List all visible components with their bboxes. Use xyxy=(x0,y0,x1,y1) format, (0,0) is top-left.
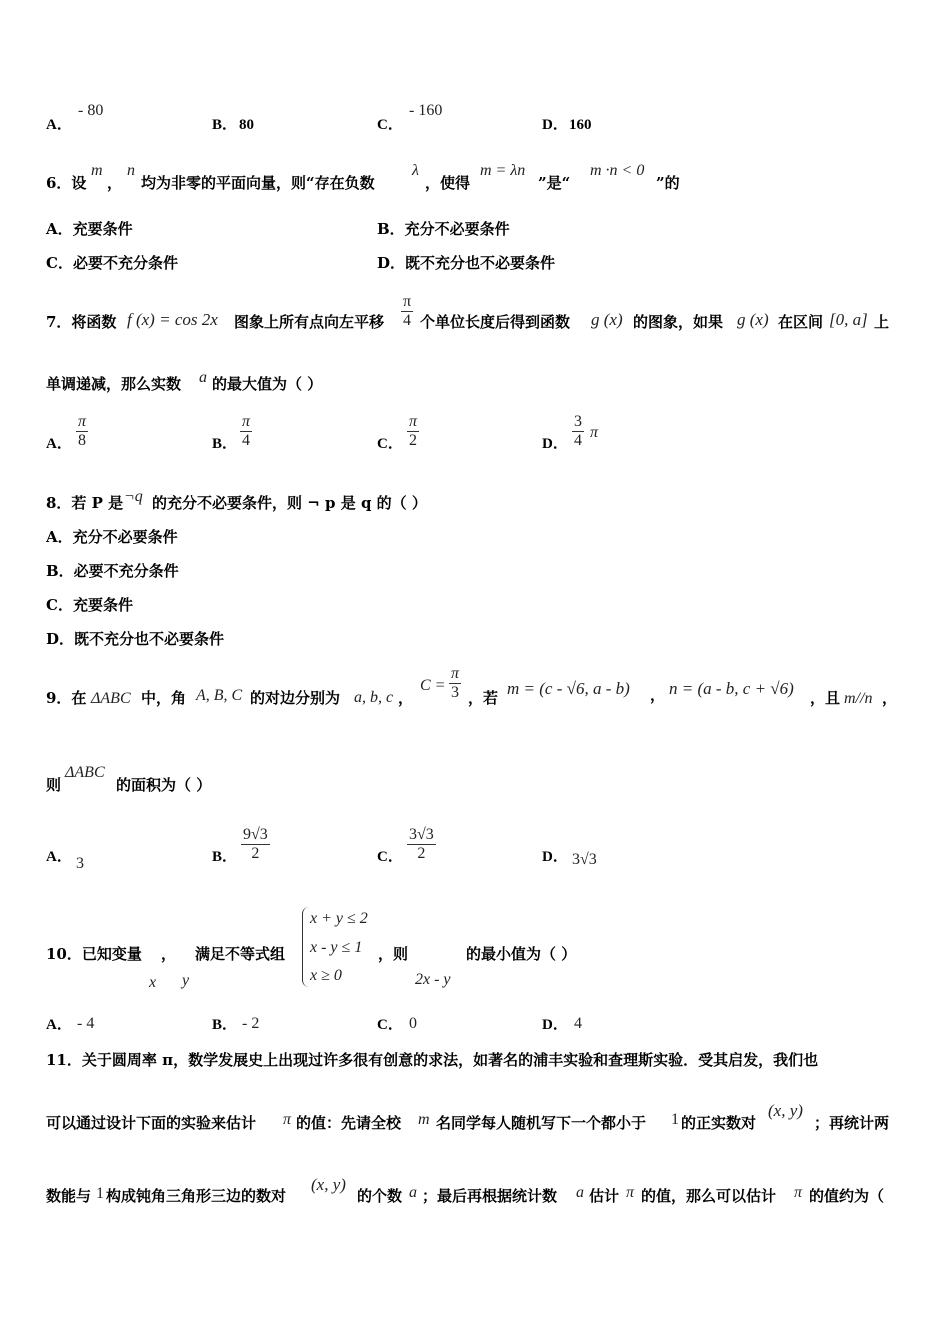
q7-line2-text-2: 的最大值为（ ） xyxy=(212,375,323,393)
q10-var-y: y xyxy=(182,972,190,989)
q6-option-a: A．充要条件 xyxy=(46,220,133,238)
q7-option-d-label: D． xyxy=(542,436,568,452)
q11-line2-text-2: 的值：先请全校 xyxy=(296,1114,402,1132)
q10-inequality-2: x - y ≤ 1 xyxy=(310,939,363,956)
q10-option-b-value: - 2 xyxy=(242,1015,260,1032)
q7-option-d-pi: π xyxy=(590,424,599,441)
q7-text-1: 7．将函数 xyxy=(46,313,117,331)
q7-option-b-numerator: π xyxy=(242,413,251,430)
q7-text-3: 个单位长度后得到函数 xyxy=(420,313,571,331)
q11-line3-text-2: 构成钝角三角形三边的数对 xyxy=(106,1187,287,1205)
q6-var-n: n xyxy=(127,162,135,179)
q11-line3-text-3: 的个数 xyxy=(357,1187,403,1205)
q11-pair-2: (x, y) xyxy=(311,1175,346,1194)
q6-option-d: D．既不充分也不必要条件 xyxy=(377,254,556,272)
q10-option-d-label: D． xyxy=(542,1017,568,1033)
q9-comma-1: ， xyxy=(398,689,414,707)
q5-option-c-label: C． xyxy=(377,117,403,133)
q5-option-d-value: 160 xyxy=(569,117,592,133)
q8-option-c: C．充要条件 xyxy=(46,596,133,614)
q11-line2-text-3: 名同学每人随机写下一个都小于 xyxy=(436,1114,647,1132)
q6-equation-2: m ·n < 0 xyxy=(590,162,645,179)
q9-angle-fraction xyxy=(449,665,461,701)
q9-option-b-numerator: 9√3 xyxy=(243,826,268,843)
q7-option-a-label: A． xyxy=(46,436,72,452)
q7-text-5: 在区间 xyxy=(778,313,824,331)
q11-pi: π xyxy=(283,1111,292,1128)
q9-text-4: ，若 xyxy=(468,689,499,707)
q7-option-c-numerator: π xyxy=(409,413,418,430)
q9-c-equals: C = xyxy=(420,677,446,694)
q7-text-4: 的图象，如果 xyxy=(633,313,724,331)
q7-option-a-denominator: 8 xyxy=(78,431,86,449)
q7-option-a-fraction xyxy=(76,413,88,449)
q5-option-b-value: 80 xyxy=(239,117,254,133)
q6-text-5: ”的 xyxy=(656,174,680,192)
q9-vector-m: m = (c - √6, a - b) xyxy=(507,679,630,698)
q9-option-c-fraction xyxy=(407,826,436,862)
q11-var-a: a xyxy=(409,1184,417,1201)
q9-option-b-label: B． xyxy=(212,849,238,865)
q10-expression: 2x - y xyxy=(415,971,451,988)
q10-option-b-label: B． xyxy=(212,1017,238,1033)
q11-line3-text-1: 数能与 xyxy=(46,1187,92,1205)
q11-line2-text-1: 可以通过设计下面的实验来估计 xyxy=(46,1114,257,1132)
q9-option-a-value: 3 xyxy=(76,855,84,872)
q11-line3-text-6: 的值，那么可以估计 xyxy=(641,1187,777,1205)
q9-option-c-label: C． xyxy=(377,849,403,865)
q9-parallel: m//n xyxy=(844,690,873,707)
q10-comma: ， xyxy=(161,945,177,963)
q7-option-d-fraction xyxy=(572,413,584,449)
q9-line2-text-1: 则 xyxy=(46,776,62,794)
q10-text-2: 满足不等式组 xyxy=(195,945,286,963)
q7-shift-numerator: π xyxy=(403,293,412,310)
q9-line2-text-2: 的面积为（ ） xyxy=(116,776,212,794)
q5-option-a-value: - 80 xyxy=(78,102,104,119)
q7-option-b-label: B． xyxy=(212,436,238,452)
q7-text-2: 图象上所有点向左平移 xyxy=(234,313,385,331)
q6-text-1: 6．设 xyxy=(46,174,87,192)
q7-shift-fraction xyxy=(401,293,413,329)
q11-line3-text-5: 估计 xyxy=(589,1187,620,1205)
q11-var-a-2: a xyxy=(576,1184,584,1201)
q5-option-c-value: - 160 xyxy=(409,102,443,119)
q9-option-b-fraction xyxy=(241,826,270,862)
q6-text-2: 均为非零的平面向量，则“存在负数 xyxy=(141,174,375,192)
q7-function-f: f (x) = cos 2x xyxy=(127,310,218,329)
q7-option-b-denominator: 4 xyxy=(242,431,250,449)
q5-option-b-label: B． xyxy=(212,117,238,133)
q10-text-1: 10．已知变量 xyxy=(46,945,142,963)
q10-option-a-value: - 4 xyxy=(77,1015,95,1032)
q11-pi-3: π xyxy=(794,1184,803,1201)
q7-interval: [0, a] xyxy=(829,310,868,329)
q8-not-q: ¬q xyxy=(124,488,143,505)
q11-line3-text-4: ；最后再根据统计数 xyxy=(422,1187,558,1205)
q11-one: 1 xyxy=(671,1111,679,1128)
q9-triangle-2: ΔABC xyxy=(65,764,105,781)
q9-text-5: ，且 xyxy=(810,689,841,707)
q9-text-2: 中，角 xyxy=(141,689,187,707)
q7-option-b-fraction xyxy=(240,413,252,449)
q9-triangle: ΔABC xyxy=(91,690,131,707)
q9-option-d-label: D． xyxy=(542,849,568,865)
q10-text-4: 的最小值为（ ） xyxy=(466,945,577,963)
q9-option-c-numerator: 3√3 xyxy=(409,826,434,843)
q7-function-g: g (x) xyxy=(591,310,623,329)
q10-inequality-3: x ≥ 0 xyxy=(310,967,342,984)
q9-text-3: 的对边分别为 xyxy=(250,689,341,707)
q6-var-m: m xyxy=(91,162,103,179)
q8-option-a: A．充分不必要条件 xyxy=(46,528,178,546)
q10-inequality-1: x + y ≤ 2 xyxy=(310,910,368,927)
q8-text-1: 8．若 P 是 xyxy=(46,494,124,512)
q11-one-2: 1 xyxy=(96,1185,104,1202)
q7-option-d-numerator: 3 xyxy=(574,413,582,430)
q11-line3-text-7: 的值约为（ xyxy=(809,1187,885,1205)
q8-text-2: 的充分不必要条件，则 ¬ p 是 q 的（ ） xyxy=(152,494,427,512)
q7-option-d-denominator: 4 xyxy=(574,431,582,449)
q10-option-d-value: 4 xyxy=(574,1015,582,1032)
q6-lambda: λ xyxy=(412,162,419,179)
q7-option-a-numerator: π xyxy=(78,413,87,430)
q9-angles: A, B, C xyxy=(196,687,243,704)
q9-angle-denominator: 3 xyxy=(451,683,459,701)
q6-option-b: B．充分不必要条件 xyxy=(377,220,510,238)
q6-option-c: C．必要不充分条件 xyxy=(46,254,178,272)
q10-option-a-label: A． xyxy=(46,1017,72,1033)
q6-equation-1: m = λn xyxy=(480,162,526,179)
q9-option-b-denominator: 2 xyxy=(251,844,260,862)
q7-option-c-fraction xyxy=(407,413,419,449)
q11-line2-text-4: 的正实数对 xyxy=(681,1114,757,1132)
q10-text-3: ，则 xyxy=(378,945,409,963)
q9-comma-2: ， xyxy=(650,686,666,704)
q10-option-c-value: 0 xyxy=(409,1015,417,1032)
q11-var-m: m xyxy=(418,1111,430,1128)
q5-option-d-label: D． xyxy=(542,117,568,133)
q9-option-d-value: 3√3 xyxy=(572,851,597,868)
q7-text-6: 上 xyxy=(874,313,890,331)
q7-line2-text-1: 单调递减，那么实数 xyxy=(46,375,182,393)
q7-shift-denominator: 4 xyxy=(403,311,412,329)
q6-text-4: ”是“ xyxy=(538,174,571,192)
q5-option-a-label: A． xyxy=(46,117,72,133)
q9-option-a-label: A． xyxy=(46,849,72,865)
q9-text-1: 9．在 xyxy=(46,689,87,707)
q11-pi-2: π xyxy=(626,1184,635,1201)
q11-line2-text-5: ；再统计两 xyxy=(814,1114,890,1132)
q10-option-c-label: C． xyxy=(377,1017,403,1033)
q8-option-b: B．必要不充分条件 xyxy=(46,562,179,580)
q9-vector-n: n = (a - b, c + √6) xyxy=(669,679,794,698)
q7-option-c-label: C． xyxy=(377,436,403,452)
q6-text-3: ，使得 xyxy=(425,174,471,192)
q8-option-d: D．既不充分也不必要条件 xyxy=(46,630,225,648)
q7-option-c-denominator: 2 xyxy=(409,431,417,449)
q10-var-x: x xyxy=(149,974,157,991)
q9-sides: a, b, c xyxy=(354,689,394,706)
q11-line-1: 11．关于圆周率 π，数学发展史上出现过许多很有创意的求法，如著名的浦丰实验和查理斯实验．受其启发，我们也 xyxy=(46,1051,819,1069)
q9-option-c-denominator: 2 xyxy=(417,844,426,862)
q7-function-g-2: g (x) xyxy=(737,310,769,329)
q9-angle-numerator: π xyxy=(451,665,460,682)
q10-system-brace xyxy=(302,907,309,987)
q11-pair: (x, y) xyxy=(768,1101,803,1120)
q7-var-a: a xyxy=(199,369,207,386)
q9-comma-3: ， xyxy=(882,689,898,707)
q6-comma: ， xyxy=(107,174,123,192)
